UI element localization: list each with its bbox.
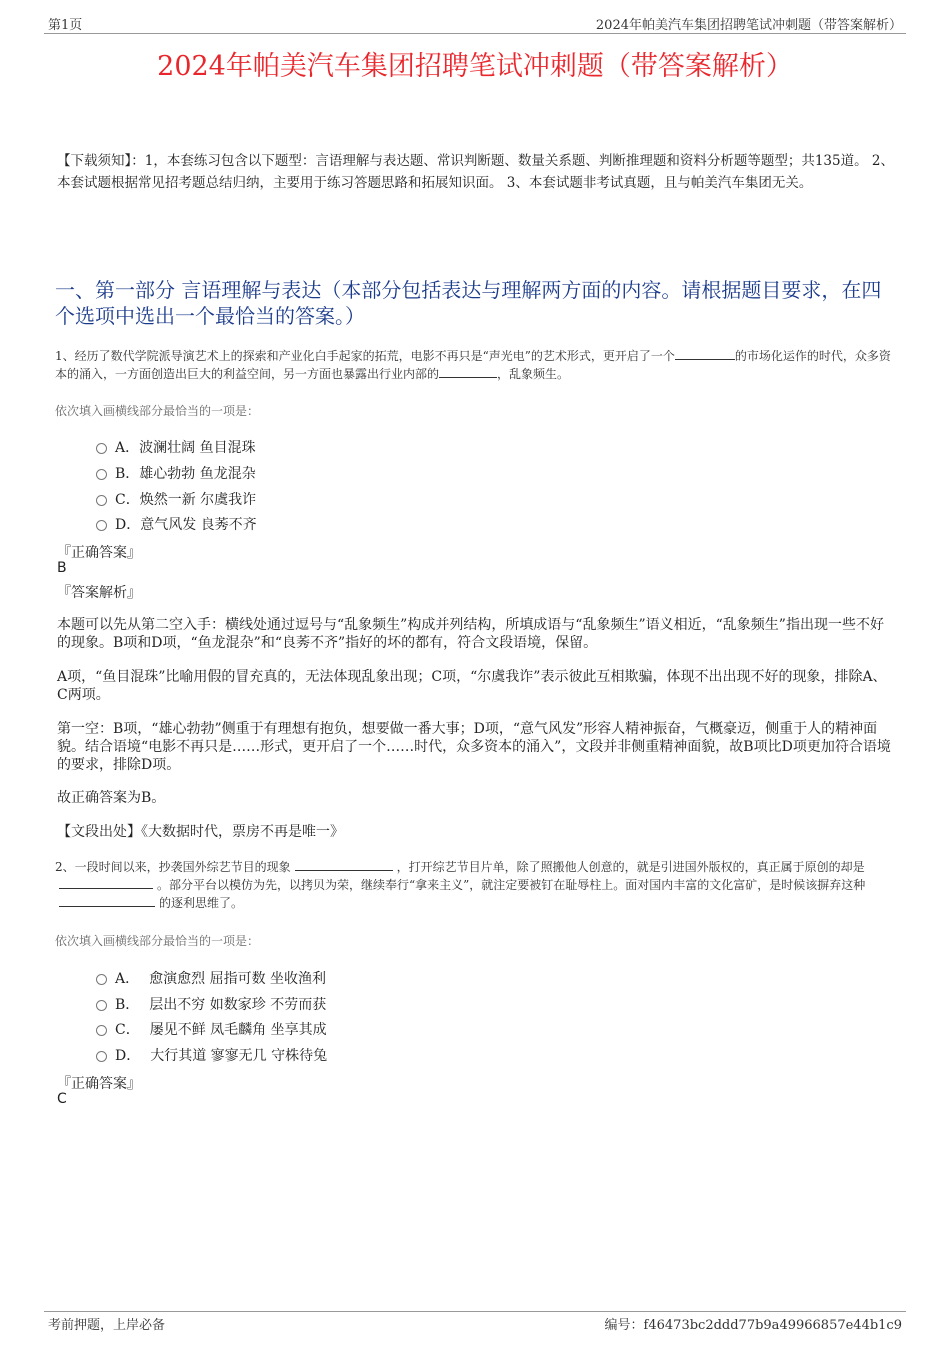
radio-icon[interactable] <box>96 469 107 480</box>
radio-icon[interactable] <box>96 1051 107 1062</box>
page-number: 第1页 <box>48 18 83 33</box>
analysis-paragraph: A项，“鱼目混珠”比喻用假的冒充真的，无法体现乱象出现；C项，“尔虞我诈”表示彼此互相欺骗，体现不出出现不好的现象，排除A、C两项。 <box>57 669 887 703</box>
option-2b[interactable]: B． 层出不穷 如数家珍 不劳而获 <box>96 994 326 1014</box>
option-1b[interactable]: B． 雄心勃勃 鱼龙混杂 <box>96 463 256 483</box>
section-heading: 一、第一部分 言语理解与表达（本部分包括表达与理解两方面的内容。请根据题目要求，在四个选项中选出一个最恰当的答案。） <box>55 278 882 328</box>
footer-slogan: 考前押题，上岸必备 <box>48 1318 166 1333</box>
footer-serial: 编号：f46473bc2ddd77b9a49966857e44b1c9 <box>604 1318 902 1333</box>
footer-divider <box>44 1311 906 1312</box>
radio-icon[interactable] <box>96 443 107 454</box>
radio-icon[interactable] <box>96 974 107 985</box>
analysis-paragraph: 第一空：B项，“雄心勃勃”侧重于有理想有抱负，想要做一番大事；D项，“意气风发”形容人精神振奋，气概豪迈，侧重于人的精神面貌。结合语境“电影不再只是……形式，更开启了一个……时代，众多资本的涌入”，文段并非侧重精神面貌，故B项比D项更加符合语境的要求，排除D项。 <box>57 721 891 773</box>
option-2a[interactable]: A． 愈演愈烈 屈指可数 坐收渔利 <box>96 968 326 988</box>
question-2-prompt: 依次填入画横线部分最恰当的一项是： <box>55 934 260 948</box>
question-1-text: 1、经历了数代学院派导演艺术上的探索和产业化白手起家的拓荒，电影不再只是“声光电”的艺术形式，更开启了一个 的市场化运作的时代，众多资本的涌入，一方面创造出巨大的利益空间，另一方面也暴露出行业内部的 ，乱象频生。 <box>55 349 891 381</box>
blank <box>675 347 735 360</box>
option-1d[interactable]: D． 意气风发 良莠不齐 <box>96 514 257 534</box>
blank <box>295 858 393 871</box>
answer-value: C <box>57 1091 67 1107</box>
option-2d[interactable]: D． 大行其道 寥寥无几 守株待兔 <box>96 1045 327 1065</box>
download-notice: 【下载须知】：1，本套练习包含以下题型：言语理解与表达题、常识判断题、数量关系题、判断推理题和资料分析题等题型；共135道。 2、本套试题根据常见招考题总结归纳，主要用于练习答题思路和拓展知识面。 3、本套试题非考试真题，且与帕美汽车集团无关。 <box>57 153 894 191</box>
source-citation: 【文段出处】《大数据时代，票房不再是唯一》 <box>57 824 344 840</box>
answer-value: B <box>57 560 67 576</box>
blank <box>59 876 153 889</box>
header-doc-title: 2024年帕美汽车集团招聘笔试冲刺题（带答案解析） <box>595 18 902 33</box>
blank <box>439 365 497 378</box>
question-2-text: 2、一段时间以来，抄袭国外综艺节目的现象 ，打开综艺节目片单，除了照搬他人创意的，就是引进国外版权的，真正属于原创的却是。部分平台以模仿为先，以拷贝为荣，继续奉行“拿来主义”，就注定要被钉在耻辱柱上。面对国内丰富的文化富矿，是时候该摒弃这种的逐利思维了。 <box>55 860 866 910</box>
radio-icon[interactable] <box>96 520 107 531</box>
question-1-prompt: 依次填入画横线部分最恰当的一项是： <box>55 404 260 418</box>
analysis-conclusion: 故正确答案为B。 <box>57 790 166 806</box>
option-1a[interactable]: A． 波澜壮阔 鱼目混珠 <box>96 437 256 457</box>
page-title: 2024年帕美汽车集团招聘笔试冲刺题（带答案解析） <box>157 51 793 82</box>
answer-label: 『正确答案』 <box>57 1076 141 1092</box>
radio-icon[interactable] <box>96 495 107 506</box>
answer-label: 『正确答案』 <box>57 545 141 561</box>
header-divider <box>44 33 906 34</box>
option-1c[interactable]: C． 焕然一新 尔虞我诈 <box>96 489 256 509</box>
radio-icon[interactable] <box>96 1000 107 1011</box>
option-2c[interactable]: C． 屡见不鲜 凤毛麟角 坐享其成 <box>96 1019 327 1039</box>
radio-icon[interactable] <box>96 1025 107 1036</box>
analysis-paragraph: 本题可以先从第二空入手：横线处通过逗号与“乱象频生”构成并列结构，所填成语与“乱象频生”语义相近，“乱象频生”指出现一些不好的现象。B项和D项，“鱼龙混杂”和“良莠不齐”指好的坏的都有，符合文段语境，保留。 <box>57 617 884 651</box>
analysis-label: 『答案解析』 <box>57 585 141 601</box>
blank <box>59 894 155 907</box>
